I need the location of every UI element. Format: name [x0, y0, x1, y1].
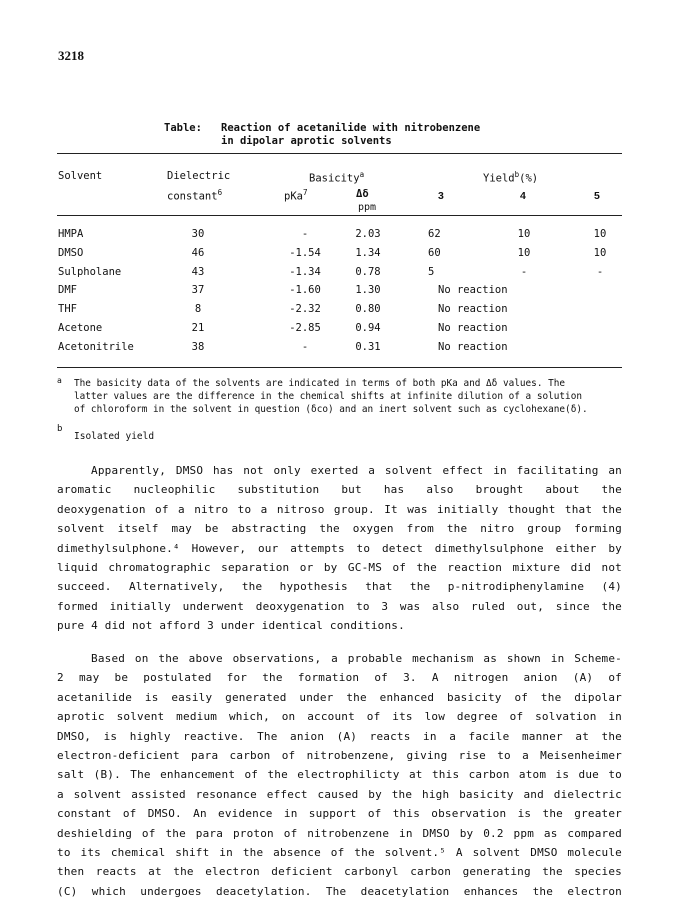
header-dielectric-line1: Dielectric	[167, 170, 231, 182]
body-paragraph-2	[57, 649, 622, 901]
cell-y4: 10	[517, 246, 531, 259]
text-line: constant of DMSO. An evidence in support of this observation is the greater	[57, 807, 622, 821]
cell-dielectric: 38	[191, 340, 205, 353]
text-line: 2 may be postulated for the formation of 3. A nitrogen anion (A) of	[57, 671, 622, 685]
text-line: deshielding of the para proton of nitrobenzene in DMSO by 0.2 ppm as compared	[57, 826, 622, 840]
header-col4: 4	[520, 190, 526, 202]
cell-solvent: HMPA	[58, 228, 84, 240]
header-delta: Δδ	[356, 188, 369, 200]
text-line: DMSO, is highly reactive. The anion (A) reacts in a facile manner at the	[57, 729, 622, 743]
footnote-b-mark: b	[57, 424, 63, 434]
cell-y4: -	[520, 265, 528, 278]
page-number: 3218	[58, 48, 84, 63]
header-solvent: Solvent	[58, 170, 103, 182]
cell-pka: -	[301, 228, 309, 240]
cell-solvent: Acetone	[58, 322, 103, 334]
cell-y3: 60	[428, 246, 441, 259]
table-top-rule	[57, 153, 622, 154]
cell-delta: 2.03	[355, 228, 381, 240]
cell-pka: -2.32	[289, 303, 321, 316]
cell-y5: 10	[593, 246, 607, 259]
cell-solvent: THF	[58, 303, 77, 316]
text-line: a solvent assisted resonance effect caused by the high basicity and dielectric	[57, 787, 622, 801]
text-line: liquid chromatographic separation or by GC-MS of the reaction mixture did not	[57, 560, 622, 574]
cell-y3: 62	[428, 228, 441, 240]
cell-note: No reaction	[438, 303, 508, 316]
cell-delta: 0.78	[355, 265, 381, 278]
header-basicity: Basicity$^a$	[309, 170, 365, 185]
body-paragraph-1	[57, 461, 622, 636]
cell-dielectric: 21	[191, 322, 205, 334]
text-line: (C) which undergoes deacetylation. The deacetylation enhances the electron	[57, 884, 622, 898]
cell-solvent: Acetonitrile	[58, 340, 134, 353]
cell-pka: -1.34	[289, 265, 321, 278]
header-ppm: ppm	[358, 202, 377, 213]
cell-dielectric: 30	[191, 228, 205, 240]
cell-dielectric: 46	[191, 246, 205, 259]
cell-note: No reaction	[438, 322, 508, 334]
text-line: succeed. Alternatively, the hypothesis that the p-nitrodiphenylamine (4)	[57, 580, 622, 594]
cell-solvent: Sulpholane	[58, 265, 122, 278]
text-line: electron-deficient para carbon of nitrobenzene, giving rise to a Meisenheimer	[57, 748, 622, 762]
cell-pka: -1.60	[289, 284, 321, 297]
cell-y3: 5	[428, 265, 435, 278]
table-caption-line2: in dipolar aprotic solvents	[221, 135, 392, 147]
footnote-a-line1: The basicity data of the solvents are indicated in terms of both pKa and Δδ values. The	[74, 378, 566, 389]
cell-y5: 10	[593, 228, 607, 240]
header-rule	[57, 215, 622, 216]
header-col5: 5	[594, 190, 600, 202]
footnote-a-line2: latter values are the difference in the chemical shifts at infinite dilution of a solution	[74, 391, 582, 402]
header-yield: Yield$^b$(%)	[483, 170, 539, 185]
cell-delta: 0.94	[355, 322, 381, 334]
footnote-b-text: Isolated yield	[74, 431, 155, 442]
cell-delta: 0.80	[355, 303, 381, 316]
text-line: aprotic solvent medium which, on account of its low degree of solvation in	[57, 710, 622, 724]
cell-delta: 1.34	[355, 246, 381, 259]
text-line: acetanilide is easily generated under the enhanced basicity of the dipolar	[57, 690, 622, 704]
cell-pka: -2.85	[289, 322, 321, 334]
text-line: salt (B). The enhancement of the electrophilicty at this carbon atom is due to	[57, 768, 622, 782]
cell-solvent: DMSO	[58, 246, 84, 259]
text-line: formed initially underwent deoxygenation to 3 was also ruled out, since the	[57, 599, 622, 613]
text-line: Based on the above observations, a probable mechanism as shown in Scheme-	[91, 652, 622, 665]
header-col3: 3	[438, 190, 444, 202]
text-line: dimethylsulphone.⁴ However, our attempts to detect dimethylsulphone either by	[57, 541, 622, 555]
text-line: aromatic nucleophilic substitution but has also brought about the	[57, 483, 622, 497]
text-line: solvent itself may be abstracting the oxygen from the nitro group forming	[57, 522, 622, 536]
cell-y5: -	[596, 265, 604, 278]
text-line: pure 4 did not afford 3 under identical conditions.	[57, 619, 405, 633]
cell-dielectric: 8	[194, 303, 202, 316]
footnote-a-line3: of chloroform in the solvent in question (δco) and an inert solvent such as cyclohexane(δ).	[74, 404, 588, 415]
cell-delta: 1.30	[355, 284, 381, 297]
table-caption-label: Table:	[164, 122, 202, 134]
cell-dielectric: 37	[191, 284, 205, 297]
cell-note: No reaction	[438, 340, 508, 353]
footnote-a-mark: a	[57, 376, 62, 385]
cell-y4: 10	[517, 228, 531, 240]
cell-pka: -1.54	[289, 246, 321, 259]
text-line: deoxygenation of a nitro to a nitroso group. It was initially thought that the	[57, 502, 622, 516]
header-dielectric-line2: constant$^6$	[167, 188, 223, 203]
cell-note: No reaction	[438, 284, 508, 297]
table-caption-line1: Reaction of acetanilide with nitrobenzene	[221, 122, 481, 134]
cell-delta: 0.31	[355, 340, 381, 353]
cell-pka: -	[301, 340, 309, 353]
table-bottom-rule	[57, 367, 622, 368]
text-line: to its chemical shift in the absence of the solvent.⁵ A solvent DMSO molecule	[57, 845, 622, 859]
cell-solvent: DMF	[58, 284, 77, 297]
text-line: then reacts at the electron deficient carbonyl carbon generating the species	[57, 865, 622, 879]
header-pka: pKa$^7$	[284, 188, 308, 203]
cell-dielectric: 43	[191, 265, 205, 278]
text-line: Apparently, DMSO has not only exerted a solvent effect in facilitating an	[91, 464, 622, 477]
